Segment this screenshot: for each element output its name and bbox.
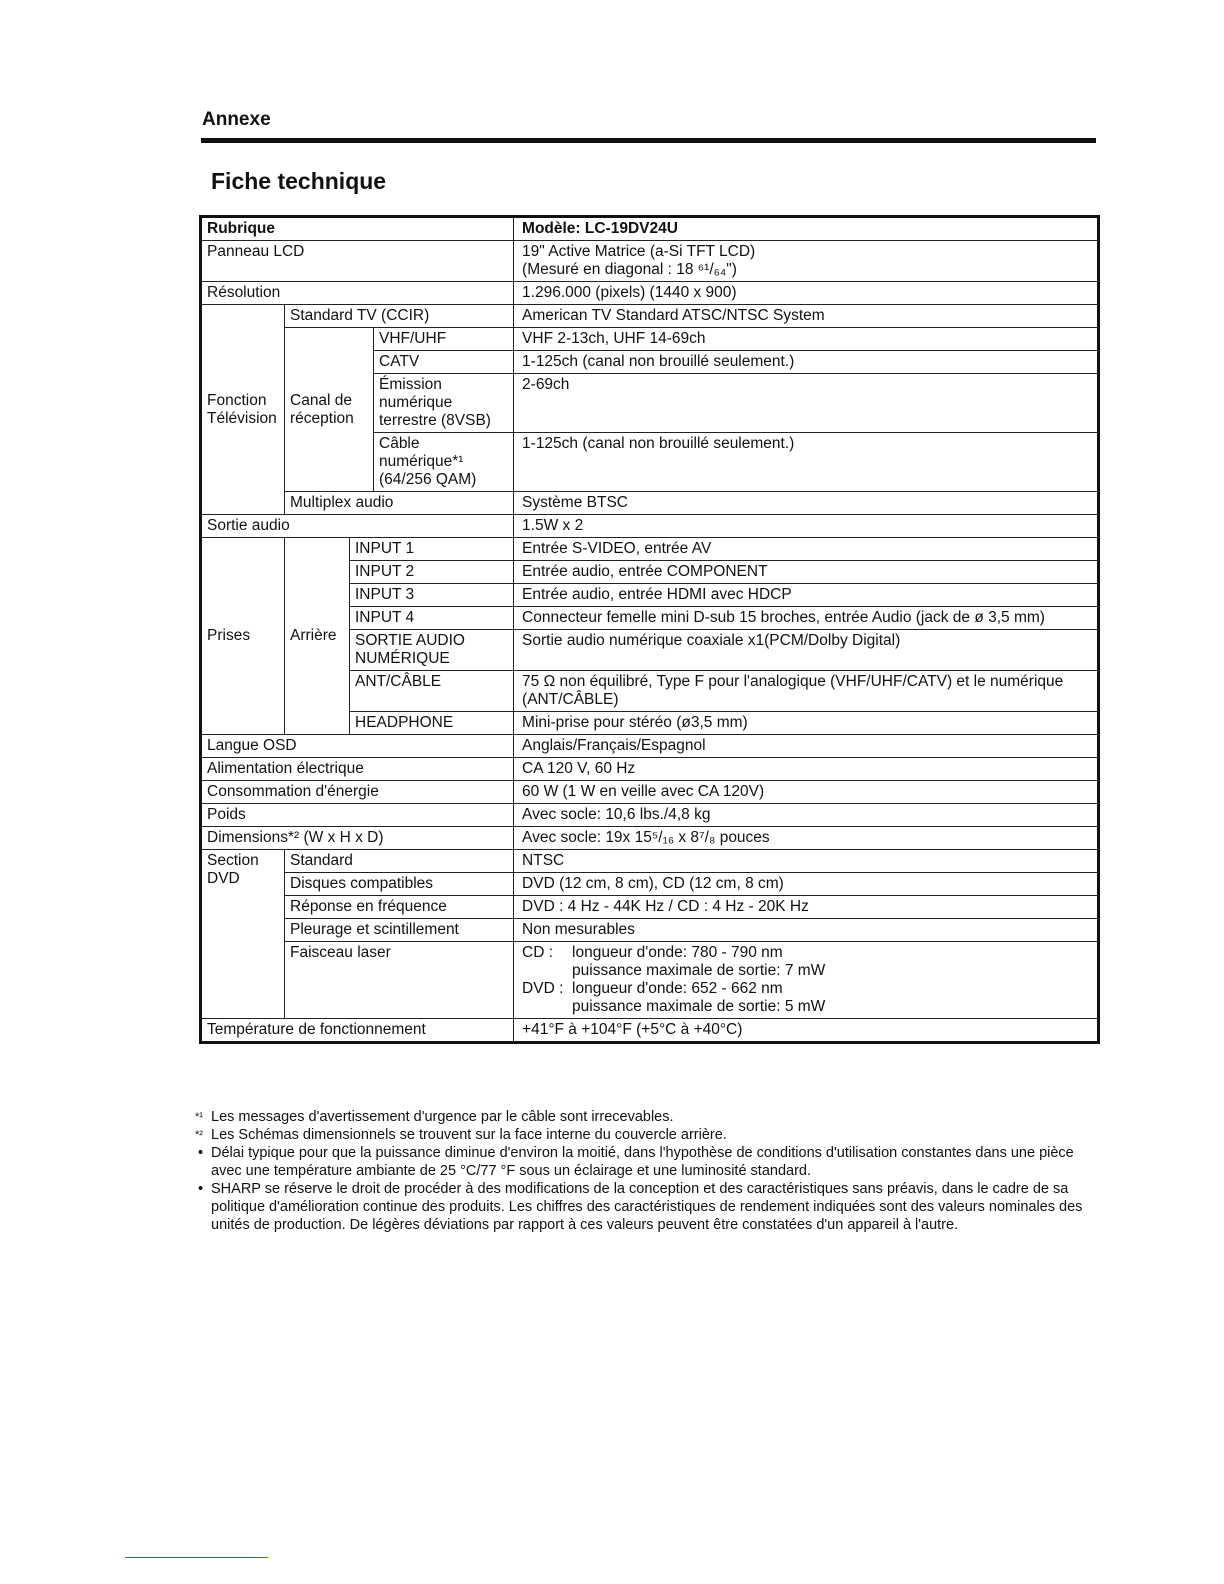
table-row [201,873,1099,896]
table-row [201,735,1099,758]
row-label: Émission numérique terrestre (8VSB) [374,374,514,433]
footnote-1: *¹ Les messages d'avertissement d'urgence par le câble sont irrecevables. [195,1109,674,1125]
footer-link-line [125,1557,268,1558]
row-value: Avec socle: 19x 15⁵/₁₆ x 8⁷/₈ pouces [514,827,1099,850]
row-subgroup-label: Canal de réception [285,328,374,492]
row-label: Câble numérique*¹ (64/256 QAM) [374,433,514,492]
row-value: 60 W (1 W en veille avec CA 120V) [514,781,1099,804]
row-label: HEADPHONE [350,712,514,735]
table-row [201,492,1099,515]
row-label: CATV [374,351,514,374]
row-value: 1.5W x 2 [514,515,1099,538]
bullet-icon: • [198,1181,204,1197]
row-value: CA 120 V, 60 Hz [514,758,1099,781]
row-value: Entrée audio, entrée HDMI avec HDCP [514,584,1099,607]
page-title: Fiche technique [211,168,387,194]
row-subgroup-label: Arrière [285,538,350,735]
table-row [201,328,1099,351]
row-label: Poids [201,804,514,827]
table-row [201,804,1099,827]
table-row [201,758,1099,781]
footnote-2: *² Les Schémas dimensionnels se trouvent sur la face interne du couvercle arrière. [195,1127,727,1143]
row-value: 75 Ω non équilibré, Type F pour l'analogique (VHF/UHF/CATV) et le numérique (ANT/CÂBLE) [514,671,1099,712]
row-label: Multiplex audio [285,492,514,515]
row-label: Panneau LCD [201,241,514,282]
section-divider [201,138,1096,143]
table-row [201,942,1099,1019]
table-row [201,241,1099,282]
row-label: Standard [285,850,514,873]
row-label: Consommation d'énergie [201,781,514,804]
row-value: Non mesurables [514,919,1099,942]
row-value: 19" Active Matrice (a-Si TFT LCD) (Mesuré en diagonal : 18 ⁶¹/₆₄") [514,241,1099,282]
row-label: INPUT 3 [350,584,514,607]
row-value: Anglais/Français/Espagnol [514,735,1099,758]
table-row [201,781,1099,804]
row-label: Faisceau laser [285,942,514,1019]
row-label: SORTIE AUDIO NUMÉRIQUE [350,630,514,671]
row-label: Sortie audio [201,515,514,538]
table-row [201,896,1099,919]
row-value: 1-125ch (canal non brouillé seulement.) [514,433,1099,492]
row-value: +41°F à +104°F (+5°C à +40°C) [514,1019,1099,1043]
row-value: VHF 2-13ch, UHF 14-69ch [514,328,1099,351]
row-value: Mini-prise pour stéréo (ø3,5 mm) [514,712,1099,735]
row-value: 2-69ch [514,374,1099,433]
row-group-label: Section DVD [201,850,285,1019]
table-row [201,850,1099,873]
row-label: Standard TV (CCIR) [285,305,514,328]
row-label: INPUT 1 [350,538,514,561]
section-label: Annexe [202,109,271,130]
row-value: Entrée S-VIDEO, entrée AV [514,538,1099,561]
bullet-note: • SHARP se réserve le droit de procéder à des modifications de la conception et des caractéristiques sans préavis, dans le cadre de sa politique d'amélioration continue des produits. Les chiffres des caractéristiques de rendement indiquées sont des valeurs nominales des unités de production. De légères déviations par rapport à ces valeurs peuvent être constatées d'un appareil à l'autre. [198,1181,1083,1233]
row-value: Connecteur femelle mini D-sub 15 broches, entrée Audio (jack de ø 3,5 mm) [514,607,1099,630]
row-value: Sortie audio numérique coaxiale x1(PCM/Dolby Digital) [514,630,1099,671]
row-label: Température de fonctionnement [201,1019,514,1043]
row-label: Réponse en fréquence [285,896,514,919]
table-row [201,515,1099,538]
row-value: DVD : 4 Hz - 44K Hz / CD : 4 Hz - 20K Hz [514,896,1099,919]
row-label: Pleurage et scintillement [285,919,514,942]
row-label: Résolution [201,282,514,305]
row-label: Dimensions*² (W x H x D) [201,827,514,850]
row-label: INPUT 2 [350,561,514,584]
row-group-label: Prises [201,538,285,735]
table-row [201,1019,1099,1043]
row-value: Entrée audio, entrée COMPONENT [514,561,1099,584]
row-label: INPUT 4 [350,607,514,630]
table-row [201,919,1099,942]
row-value: CD : longueur d'onde: 780 - 790 nm puissance maximale de sortie: 7 mW DVD : longueur d'onde: 652 - 662 nm puissance maximale de sortie: 5 mW [514,942,1099,1019]
table-row [201,538,1099,561]
table-row [201,282,1099,305]
table-header-row [201,217,1099,241]
row-value: American TV Standard ATSC/NTSC System [514,305,1099,328]
row-value: DVD (12 cm, 8 cm), CD (12 cm, 8 cm) [514,873,1099,896]
column-header-model: Modèle: LC-19DV24U [514,217,1099,241]
row-group-label: Fonction Télévision [201,305,285,515]
bullet-icon: • [198,1145,204,1161]
table-row [201,305,1099,328]
column-header-item: Rubrique [201,217,514,241]
row-label: Disques compatibles [285,873,514,896]
row-value: Avec socle: 10,6 lbs./4,8 kg [514,804,1099,827]
table-row [201,827,1099,850]
row-value: Système BTSC [514,492,1099,515]
row-label: VHF/UHF [374,328,514,351]
spec-table [199,215,1100,1044]
row-label: ANT/CÂBLE [350,671,514,712]
footnotes [195,1108,1085,1234]
row-label: Alimentation électrique [201,758,514,781]
row-label: Langue OSD [201,735,514,758]
row-value: 1-125ch (canal non brouillé seulement.) [514,351,1099,374]
row-value: NTSC [514,850,1099,873]
row-value: 1.296.000 (pixels) (1440 x 900) [514,282,1099,305]
bullet-note: • Délai typique pour que la puissance diminue d'environ la moitié, dans l'hypothèse de conditions d'utilisation constantes dans une pièce avec une température ambiante de 25 °C/77 °F sous un éclairage et une luminosité standard. [198,1145,1074,1179]
